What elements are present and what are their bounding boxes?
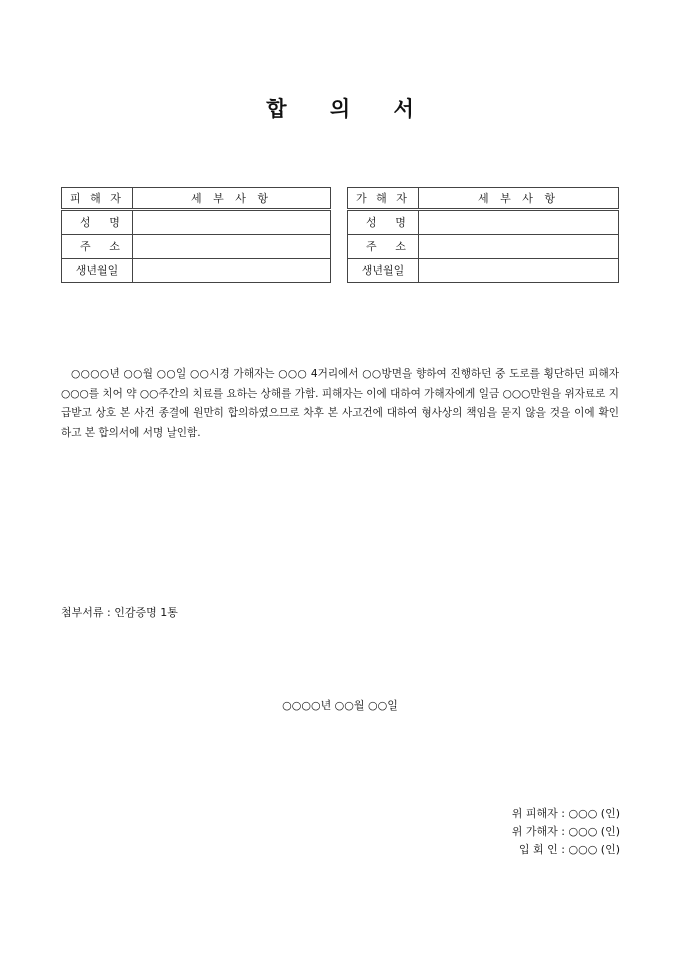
victim-birthdate-label: 생년월일 [62, 259, 133, 283]
victim-address-field[interactable] [132, 235, 330, 259]
offender-table-header [348, 188, 619, 210]
victim-address-label [62, 235, 133, 259]
offender-address-label [348, 235, 419, 259]
victim-header-label: 피 해 자 [62, 188, 133, 210]
agreement-date: ○○○○년 ○○월 ○○일 [282, 699, 398, 712]
offender-header-label: 가 해 자 [348, 188, 419, 210]
signature-block [512, 805, 620, 859]
label-char: 성 [366, 216, 377, 229]
offender-signature-line: 위 가해자 : ○○○ (인) [511, 825, 620, 838]
table-row [348, 235, 619, 259]
offender-header-details: 세 부 사 항 [418, 188, 618, 210]
label-char: 명 [395, 216, 406, 229]
victim-info-table [61, 187, 331, 283]
table-row [348, 210, 619, 235]
label-char: 명 [109, 216, 120, 229]
table-row [348, 259, 619, 283]
victim-name-field[interactable] [132, 210, 330, 235]
victim-name-label [62, 210, 133, 235]
offender-name-label [348, 210, 419, 235]
offender-birthdate-field[interactable] [418, 259, 618, 283]
table-row [62, 210, 331, 235]
victim-header-details: 세 부 사 항 [132, 188, 330, 210]
document-title: 합 의 서 [266, 97, 432, 121]
table-row [62, 235, 331, 259]
offender-address-field[interactable] [418, 235, 618, 259]
victim-table-header [62, 188, 331, 210]
label-char: 소 [109, 240, 120, 253]
victim-signature-line: 위 피해자 : ○○○ (인) [511, 807, 620, 820]
offender-info-table [347, 187, 619, 283]
offender-birthdate-label: 생년월일 [348, 259, 419, 283]
table-row [62, 259, 331, 283]
witness-signature-line: 입 회 인 : ○○○ (인) [518, 843, 620, 856]
label-char: 주 [366, 240, 377, 253]
offender-name-field[interactable] [418, 210, 618, 235]
label-char: 성 [80, 216, 91, 229]
label-char: 주 [80, 240, 91, 253]
agreement-body-text: ○○○○년 ○○월 ○○일 ○○시경 가해자는 ○○○ 4거리에서 ○○방면을 향하여 진행하던 중 도로를 횡단하던 피해자 ○○○를 치어 약 ○○주간의 치료를 요하는 상해를 가함. 피해자는 이에 대하여 가해자에게 일금 ○○○만원을 위자료로 지급받고 상호 본 사건 종결에 원만히 합의하였으므로 차후 본 사고건에 대하여 형사상의 책임을 묻지 않을 것을 이에 확인하고 본 합의서에 서명 날인함. [61, 368, 619, 439]
victim-birthdate-field[interactable] [132, 259, 330, 283]
label-char: 소 [395, 240, 406, 253]
attachment-note: 첨부서류 : 인감증명 1통 [61, 606, 178, 619]
